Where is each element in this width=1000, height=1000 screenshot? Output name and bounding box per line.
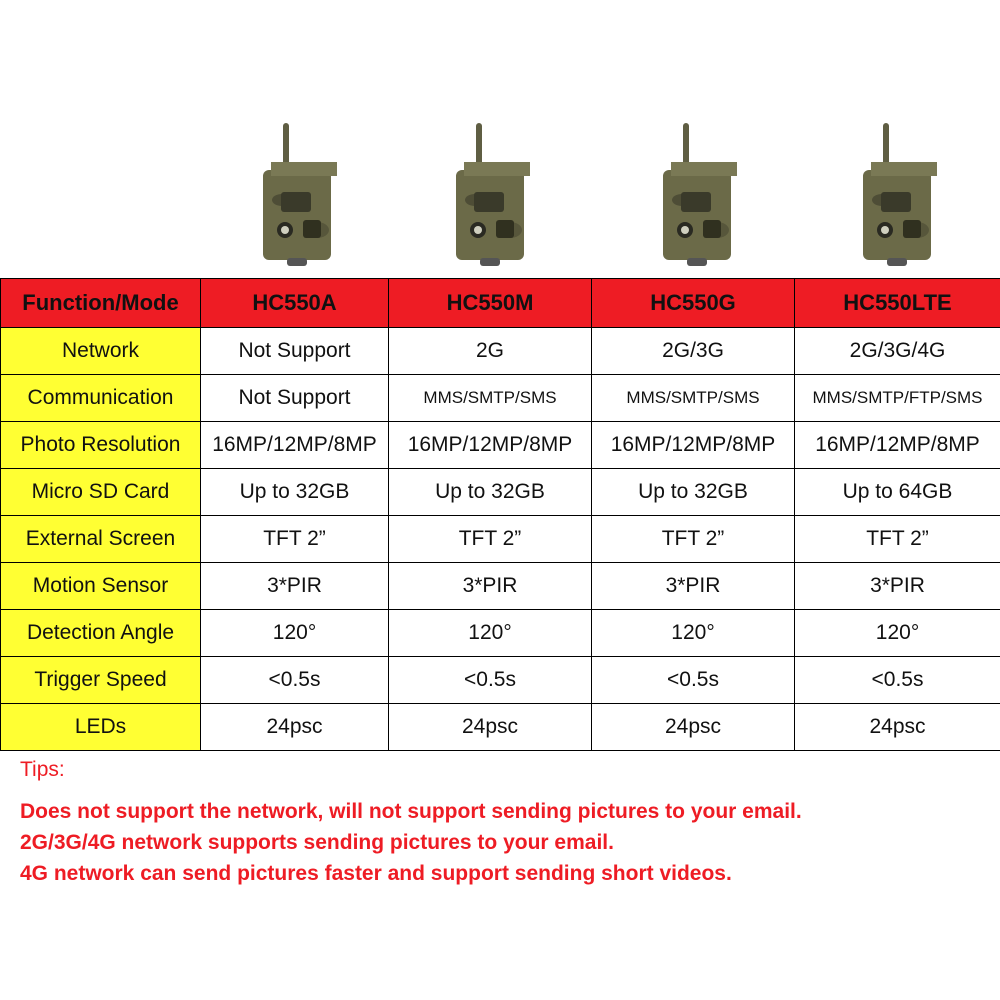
table-cell: 24psc <box>201 704 389 751</box>
row-label: External Screen <box>1 516 201 563</box>
header-model-hc550a: HC550A <box>201 279 389 328</box>
trail-camera-icon <box>847 120 947 270</box>
camera-image-hc550lte <box>847 120 947 270</box>
row-label: Detection Angle <box>1 610 201 657</box>
table-cell: MMS/SMTP/FTP/SMS <box>795 375 1000 422</box>
table-cell: <0.5s <box>201 657 389 704</box>
table-header-row <box>1 279 1000 328</box>
tip-line: 2G/3G/4G network supports sending pictures to your email. <box>20 831 614 854</box>
table-cell: Up to 64GB <box>795 469 1000 516</box>
table-row <box>1 516 1000 563</box>
table-cell: 120° <box>201 610 389 657</box>
table-cell: TFT 2” <box>795 516 1000 563</box>
table-cell: 24psc <box>592 704 795 751</box>
comparison-table <box>0 278 1000 751</box>
camera-images <box>0 0 1000 278</box>
row-label: Motion Sensor <box>1 563 201 610</box>
table-cell: Up to 32GB <box>201 469 389 516</box>
table-cell: 3*PIR <box>389 563 592 610</box>
table-row <box>1 422 1000 469</box>
table-row <box>1 610 1000 657</box>
table-cell: 16MP/12MP/8MP <box>201 422 389 469</box>
camera-image-hc550m <box>440 120 540 270</box>
table-cell: 3*PIR <box>201 563 389 610</box>
table-cell: MMS/SMTP/SMS <box>389 375 592 422</box>
table-cell: 24psc <box>389 704 592 751</box>
row-label: Network <box>1 328 201 375</box>
table-cell: TFT 2” <box>592 516 795 563</box>
table-row <box>1 469 1000 516</box>
table-cell: 3*PIR <box>795 563 1000 610</box>
row-label: Communication <box>1 375 201 422</box>
table-cell: 120° <box>795 610 1000 657</box>
tip-line: Does not support the network, will not support sending pictures to your email. <box>20 800 802 823</box>
header-model-hc550lte: HC550LTE <box>795 279 1000 328</box>
table-cell: Not Support <box>201 328 389 375</box>
header-model-hc550m: HC550M <box>389 279 592 328</box>
tip-line: 4G network can send pictures faster and support sending short videos. <box>20 862 732 885</box>
row-label: Micro SD Card <box>1 469 201 516</box>
table-cell: 3*PIR <box>592 563 795 610</box>
table-cell: Up to 32GB <box>389 469 592 516</box>
table-cell: 2G/3G <box>592 328 795 375</box>
table-cell: 120° <box>592 610 795 657</box>
table-cell: <0.5s <box>389 657 592 704</box>
table-cell: 120° <box>389 610 592 657</box>
table-cell: Not Support <box>201 375 389 422</box>
table-cell: <0.5s <box>795 657 1000 704</box>
table-cell: TFT 2” <box>389 516 592 563</box>
table-cell: Up to 32GB <box>592 469 795 516</box>
table-cell: MMS/SMTP/SMS <box>592 375 795 422</box>
header-model-hc550g: HC550G <box>592 279 795 328</box>
row-label: LEDs <box>1 704 201 751</box>
row-label: Trigger Speed <box>1 657 201 704</box>
camera-image-hc550a <box>247 120 347 270</box>
table-cell: 24psc <box>795 704 1000 751</box>
trail-camera-icon <box>647 120 747 270</box>
table-row <box>1 328 1000 375</box>
table-row <box>1 375 1000 422</box>
camera-image-hc550g <box>647 120 747 270</box>
tips-title: Tips: <box>20 758 65 781</box>
tips-section <box>20 758 980 889</box>
row-label: Photo Resolution <box>1 422 201 469</box>
header-function-mode: Function/Mode <box>1 279 201 328</box>
trail-camera-icon <box>247 120 347 270</box>
table-cell: 16MP/12MP/8MP <box>389 422 592 469</box>
table-cell: 16MP/12MP/8MP <box>592 422 795 469</box>
table-cell: TFT 2” <box>201 516 389 563</box>
table-row <box>1 657 1000 704</box>
table-row <box>1 704 1000 751</box>
table-row <box>1 563 1000 610</box>
table-cell: 2G/3G/4G <box>795 328 1000 375</box>
table-cell: 2G <box>389 328 592 375</box>
table-cell: <0.5s <box>592 657 795 704</box>
table-cell: 16MP/12MP/8MP <box>795 422 1000 469</box>
trail-camera-icon <box>440 120 540 270</box>
